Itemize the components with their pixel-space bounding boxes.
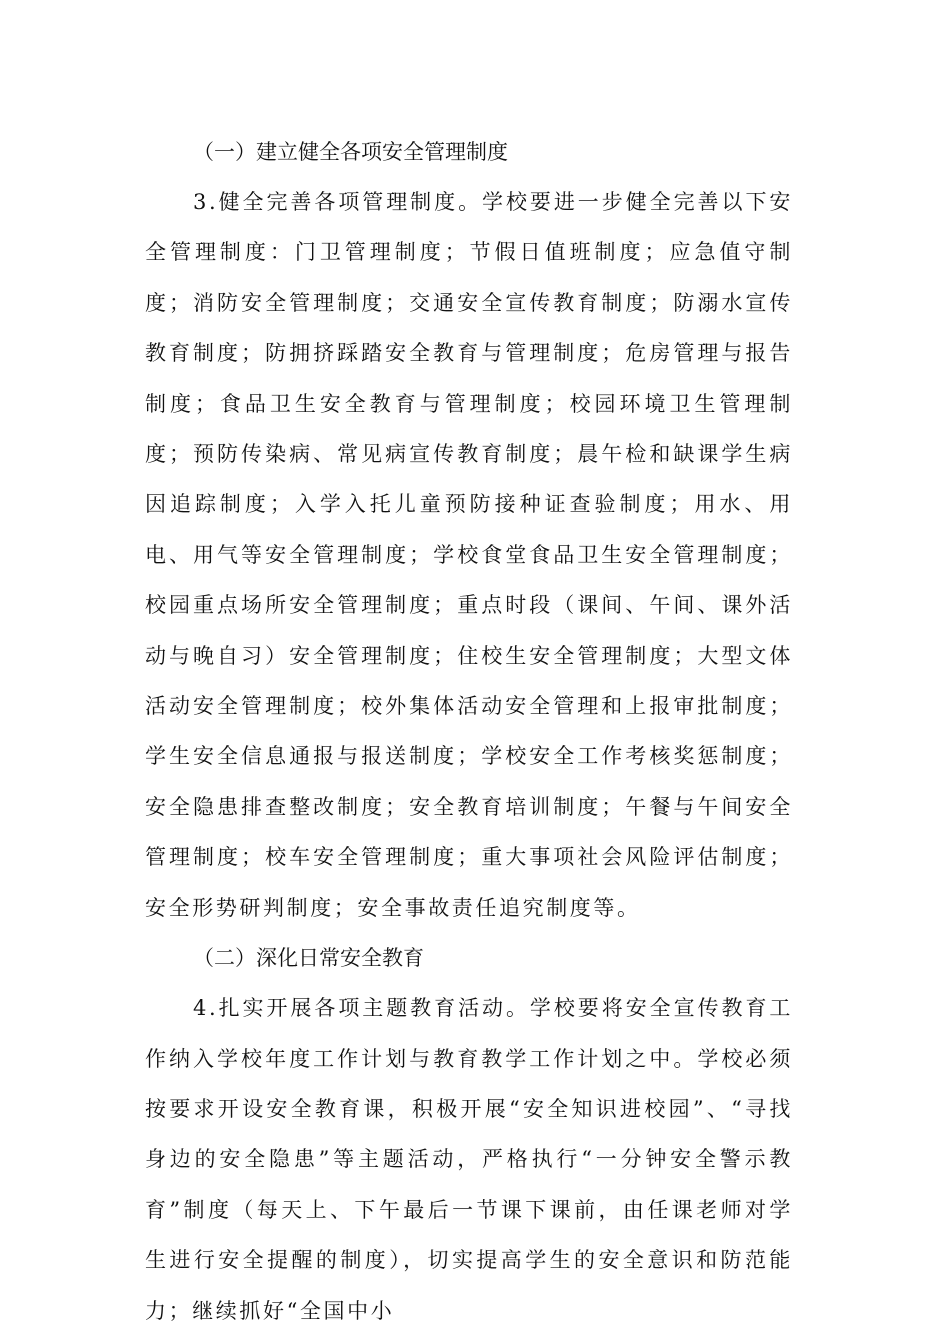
section-heading: （二）深化日常安全教育 (193, 946, 424, 971)
body-paragraph: 3.健全完善各项管理制度。学校要进一步健全完善以下安全管理制度：门卫管理制度；节假日值班制度；应急值守制度；消防安全管理制度；交通安全宣传教育制度；防溺水宣传教育制度；防拥挤踩踏安全教育与管理制度；危房管理与报告制度；食品卫生安全教育与管理制度；校园环境卫生管理制度；预防传染病、常见病宣传教育制度；晨午检和缺课学生病因追踪制度；入学入托儿童预防接种证查验制度；用水、用电、用气等安全管理制度；学校食堂食品卫生安全管理制度；校园重点场所安全管理制度；重点时段（课间、午间、课外活动与晚自习）安全管理制度；住校生安全管理制度；大型文体活动安全管理制度；校外集体活动安全管理和上报审批制度；学生安全信息通报与报送制度；学校安全工作考核奖惩制度；安全隐患排查整改制度；安全教育培训制度；午餐与午间安全管理制度；校车安全管理制度；重大事项社会风险评估制度；安全形势研判制度；安全事故责任追究制度等。 (145, 190, 793, 920)
document-body (145, 127, 793, 1336)
body-paragraph: 4.扎实开展各项主题教育活动。学校要将安全宣传教育工作纳入学校年度工作计划与教育教学工作计划之中。学校必须按要求开设安全教育课，积极开展“安全知识进校园”、“寻找身边的安全隐患”等主题活动，严格执行“一分钟安全警示教育”制度（每天上、下午最后一节课下课前，由任课老师对学生进行安全提醒的制度），切实提高学生的安全意识和防范能力；继续抓好“全国中小 (145, 996, 793, 1323)
section-heading: （一）建立健全各项安全管理制度 (193, 140, 508, 164)
